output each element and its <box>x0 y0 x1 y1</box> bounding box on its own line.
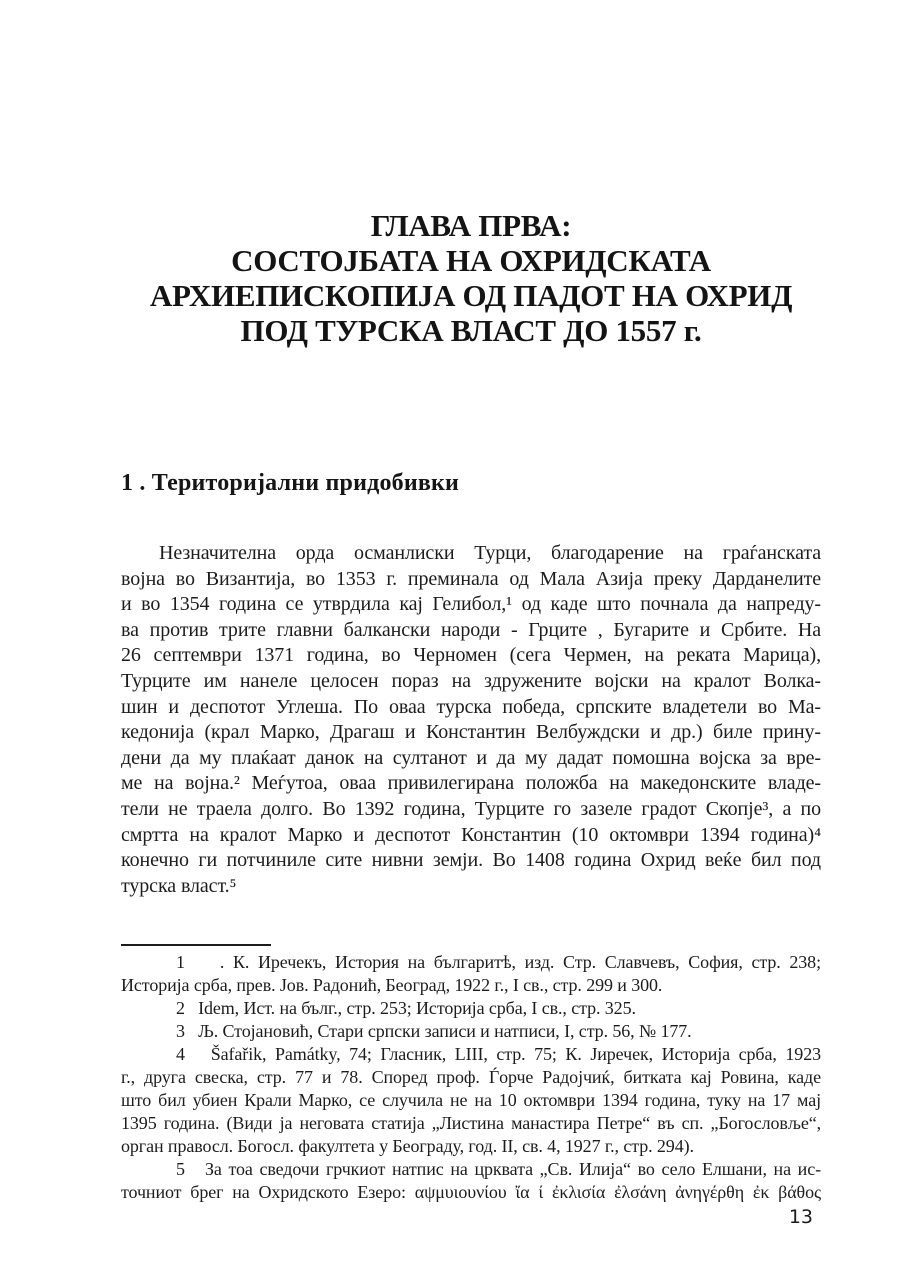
chapter-title-line: ГЛАВА ПРВА: <box>370 208 572 243</box>
footnote-line: 1 . К. Иречекъ, История на българитѣ, изд. Стр. Славчевъ, София, стр. 238; <box>176 952 821 972</box>
footnote-line: 5 За тоа сведочи грчкиот натпис на црквата „Св. Илија“ во село Елшани, на ис- <box>176 1159 821 1179</box>
chapter-title <box>121 208 821 348</box>
footnote-line: г., друга свеска, стр. 77 и 78. Според проф. Ѓорче Радојчиќ, битката кај Ровина, каде <box>121 1067 821 1087</box>
body-line: турска власт.⁵ <box>121 874 237 897</box>
body-line: 26 септември 1371 година, во Черномен (сега Чермен, на реката Марица), <box>121 644 821 667</box>
body-line: конечно ги потчиниле сите нивни земји. Во 1408 година Охрид веќе бил под <box>121 849 821 872</box>
body-line: дени да му плаќаат данок на султанот и да му дадат помошна војска за вре- <box>121 746 821 769</box>
footnote-separator <box>121 944 271 946</box>
body-line: шин и деспотот Углеша. По оваа турска победа, српските владетели во Ма- <box>121 695 821 718</box>
body-line: и во 1354 година се утврдила кај Гелибол,¹ од каде што почнала да напреду- <box>121 593 821 616</box>
footnote-line: точниот брег на Охридското Езеро: αψμυιουνίου ἴα ί ἐκλισία ἐλσάνη ἀνηγέρθη ἐκ βάθος <box>121 1182 821 1202</box>
footnotes <box>121 951 821 1204</box>
body-line: Турците им нанеле целосен пораз на здружените војски на кралот Волка- <box>121 669 821 692</box>
chapter-title-line: ПОД ТУРСКА ВЛАСТ ДО 1557 г. <box>240 313 702 348</box>
page-number: 13 <box>788 1206 813 1228</box>
body-paragraph <box>121 541 821 899</box>
body-line: тели не траела долго. Во 1392 година, Турците го зазеле градот Скопје³, а по <box>121 797 821 820</box>
chapter-title-line: СОСТОЈБАТА НА ОХРИДСКАТА <box>231 243 711 278</box>
footnote-line: орган правосл. Богосл. факултета у Београду, год. II, св. 4, 1927 г., стр. 294). <box>121 1136 694 1156</box>
body-line: војна во Византија, во 1353 г. преминала од Мала Азија преку Дарданелите <box>121 567 821 590</box>
footnote-line: 3 Љ. Стојановић, Стари српски записи и натписи, I, стр. 56, № 177. <box>176 1021 692 1041</box>
footnote-line: Историја срба, прев. Јов. Радонић, Београд, 1922 г., I св., стр. 299 и 300. <box>121 975 663 995</box>
footnote-line: 1395 година. (Види ја неговата статија „Листина манастира Петре“ въ сп. „Богословље“, <box>121 1113 821 1133</box>
chapter-title-line: АРХИЕПИСКОПИЈА ОД ПАДОТ НА ОХРИД <box>149 278 793 313</box>
section-heading: 1 . Територијални придобивки <box>121 470 460 496</box>
body-line: ме на војна.² Меѓутоа, оваа привилегирана положба на македонските владе- <box>121 772 821 795</box>
footnote-line: 2 Idem, Ист. на бълг., стр. 253; Историја срба, I св., стр. 325. <box>176 998 636 1018</box>
body-line: смртта на кралот Марко и деспотот Константин (10 октомври 1394 година)⁴ <box>121 823 821 846</box>
footnote-line: што бил убиен Крали Марко, се случила не на 10 октомври 1394 година, туку на 17 мај <box>121 1090 821 1110</box>
body-line: Незначителна орда османлиски Турци, благодарение на граѓанската <box>159 542 821 564</box>
body-line: кедонија (крал Марко, Драгаш и Константин Велбуждски и др.) биле прину- <box>121 721 821 744</box>
footnote-line: 4 Šafařik, Památky, 74; Гласник, LIII, стр. 75; К. Јиречек, Историја срба, 1923 <box>176 1044 821 1064</box>
body-line: ва против трите главни балкански народи - Грците , Бугарите и Србите. На <box>121 618 821 641</box>
